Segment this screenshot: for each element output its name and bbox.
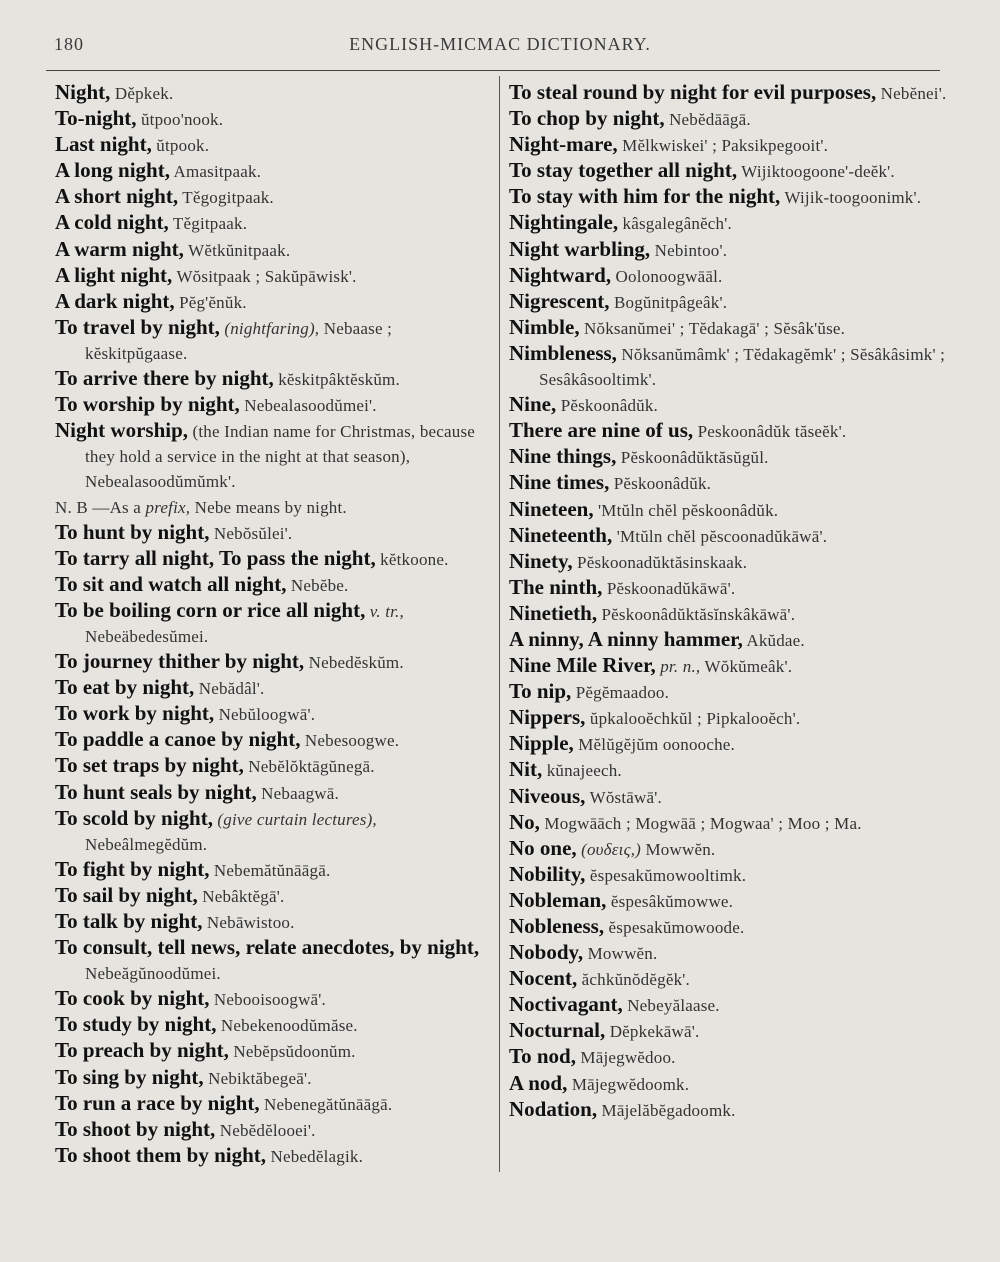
entry-definition: Nebĕdĕlooei'. — [215, 1120, 316, 1140]
dictionary-entry — [509, 679, 951, 705]
dictionary-entry — [55, 184, 493, 210]
dictionary-entry — [55, 806, 493, 857]
entry-definition: Akŭdae. — [742, 630, 805, 650]
entry-headword: A dark night, — [55, 288, 175, 313]
entry-definition: Nebâktĕgā'. — [197, 886, 285, 906]
entry-definition: Oolonoogwāāl. — [611, 266, 723, 286]
entry-headword: To nod, — [509, 1044, 576, 1069]
dictionary-entry — [509, 757, 951, 783]
dictionary-entry — [509, 263, 951, 289]
entry-definition: Nebĕpsŭdoonŭm. — [228, 1042, 356, 1062]
entry-definition: ĕspesâkŭmowwe. — [606, 891, 734, 911]
entry-definition: Bogŭnitpâgeâk'. — [609, 292, 728, 312]
entry-headword: A light night, — [55, 262, 173, 287]
entry-headword: A ninny, A ninny hammer, — [509, 626, 743, 651]
entry-headword: A long night, — [55, 158, 170, 183]
entry-definition: Pĕskoonâdŭk. — [609, 474, 712, 494]
entry-headword: Nippers, — [509, 705, 586, 730]
entry-headword: To scold by night, — [55, 805, 213, 830]
dictionary-entry — [509, 940, 951, 966]
dictionary-entry — [509, 575, 951, 601]
dictionary-entry — [55, 1091, 493, 1117]
entry-definition: Wijik-toogoonimk'. — [780, 188, 922, 208]
dictionary-entry — [55, 1012, 493, 1038]
entry-headword: To work by night, — [55, 701, 215, 726]
right-column — [509, 80, 951, 1123]
entry-definition: Mĕlkwiskei' ; Paksikpegooit'. — [617, 136, 829, 156]
entry-headword: Nine, — [509, 392, 557, 417]
entry-headword: Ninety, — [509, 548, 573, 573]
entry-headword: Night-mare, — [509, 132, 618, 157]
entry-headword: To sail by night, — [55, 882, 198, 907]
entry-definition: kŭnajeech. — [542, 761, 622, 781]
entry-headword: To stay together all night, — [509, 158, 738, 183]
entry-headword: Niveous, — [509, 783, 586, 808]
dictionary-entry — [55, 237, 493, 263]
entry-headword: No one, — [509, 835, 577, 860]
dictionary-entry — [509, 653, 951, 679]
entry-headword: To chop by night, — [509, 106, 665, 131]
dictionary-entry — [55, 366, 493, 392]
left-column — [55, 80, 493, 1169]
entry-headword: To sit and watch all night, — [55, 571, 287, 596]
entry-headword: Nineteen, — [509, 496, 594, 521]
dictionary-entry — [55, 935, 493, 986]
entry-headword: To study by night, — [55, 1012, 217, 1037]
entry-definition: Pĕskoonadŭkāwā'. — [602, 578, 736, 598]
entry-headword: To consult, tell news, relate anecdotes, by night, — [55, 935, 480, 960]
entry-headword: Nightward, — [509, 262, 612, 287]
entry-definition: Nebŏsŭlei'. — [209, 523, 293, 543]
dictionary-entry — [55, 1038, 493, 1064]
entry-definition: 'Mtŭln chĕl pĕscoonadŭkāwā'. — [612, 526, 828, 546]
entry-definition: Nebedĕskŭm. — [304, 653, 404, 673]
entry-definition: Nebāwistoo. — [202, 913, 295, 932]
entry-headword: To shoot by night, — [55, 1116, 216, 1141]
entry-definition: Wijiktoogoone'-deĕk'. — [737, 162, 895, 182]
dictionary-entry — [509, 992, 951, 1018]
entry-headword: Noctivagant, — [509, 992, 623, 1017]
dictionary-entry — [509, 810, 951, 836]
entry-definition: Nebădâl'. — [194, 679, 265, 699]
entry-definition: Wĕtkŭnitpaak. — [183, 240, 291, 260]
entry-definition: Wŏkŭmeâk'. — [700, 657, 793, 677]
entry-definition: Pĕskoonâdŭk. — [556, 396, 659, 416]
entry-definition: Těgogitpaak. — [178, 188, 274, 208]
entry-headword: The ninth, — [509, 574, 603, 599]
dictionary-entry — [509, 106, 951, 132]
entry-italic-note: (ουδεις,) — [576, 839, 642, 859]
entry-definition: (the Indian name for Christmas, because they hold a service in the night at that season), Nebealasoodŭmŭmk'. — [85, 422, 476, 492]
dictionary-entry — [509, 549, 951, 575]
dictionary-entry — [509, 341, 951, 392]
dictionary-entry — [509, 497, 951, 523]
dictionary-entry — [55, 857, 493, 883]
entry-headword: To cook by night, — [55, 986, 210, 1011]
dictionary-entry — [509, 1097, 951, 1123]
entry-definition: ăchkŭnŏdĕgĕk'. — [577, 970, 690, 990]
entry-definition: ŭtpoo'nook. — [136, 110, 224, 130]
dictionary-entry — [509, 914, 951, 940]
entry-headword: To-night, — [55, 106, 137, 131]
dictionary-entry — [509, 80, 951, 106]
dictionary-entry — [509, 1044, 951, 1070]
entry-definition: Amasitpaak. — [169, 162, 262, 182]
dictionary-entry — [55, 495, 493, 520]
dictionary-entry — [55, 753, 493, 779]
entry-headword: Nine things, — [509, 444, 617, 469]
dictionary-entry — [509, 836, 951, 862]
entry-headword: To talk by night, — [55, 909, 203, 933]
entry-definition: Nebeăgŭnoodŭmei. — [85, 964, 221, 984]
dictionary-entry — [55, 701, 493, 727]
entry-definition: ŭtpook. — [151, 136, 210, 156]
entry-definition: Dĕpkekāwā'. — [605, 1022, 700, 1042]
entry-headword: Night, — [55, 80, 111, 104]
entry-headword: Nine Mile River, — [509, 653, 656, 678]
entry-definition: Nebiktăbegeā'. — [203, 1068, 312, 1088]
entry-headword: Nit, — [509, 757, 543, 782]
entry-italic-note: v. tr., — [365, 601, 404, 621]
running-head: ENGLISH-MICMAC DICTIONARY. — [349, 34, 651, 54]
entry-headword: To eat by night, — [55, 675, 195, 700]
entry-headword: There are nine of us, — [509, 418, 694, 443]
dictionary-entry — [509, 705, 951, 731]
entry-headword: To journey thither by night, — [55, 649, 305, 674]
entry-definition: Peskoonâdŭk tăseĕk'. — [693, 422, 847, 442]
dictionary-entry — [55, 106, 493, 132]
entry-definition: Nŏksanŭmâmk' ; Tĕdakagĕmk' ; Sĕsâkâsimk' ; Sesâkâsooltimk'. — [539, 344, 946, 390]
entry-headword: Nobleman, — [509, 887, 607, 912]
dictionary-entry — [55, 132, 493, 158]
dictionary-entry — [55, 520, 493, 546]
entry-definition: Mogwāāch ; Mogwāā ; Mogwaa' ; Moo ; Ma. — [539, 813, 862, 833]
dictionary-entry — [509, 392, 951, 418]
entry-headword: To set traps by night, — [55, 753, 244, 778]
entry-definition: Nebĕbe. — [286, 575, 349, 595]
page-header — [40, 30, 960, 60]
dictionary-entry — [55, 1065, 493, 1091]
dictionary-entry — [55, 883, 493, 909]
entry-headword: A warm night, — [55, 236, 184, 261]
entry-definition: Wŏstāwā'. — [585, 787, 662, 807]
dictionary-entry — [55, 986, 493, 1012]
entry-headword: Nodation, — [509, 1096, 598, 1121]
entry-definition: Mājelăbĕgadoomk. — [597, 1100, 736, 1120]
entry-definition: Pĕg'ĕnŭk. — [174, 292, 247, 312]
entry-headword: Nocturnal, — [509, 1018, 606, 1043]
entry-headword: Ninetieth, — [509, 600, 598, 625]
entry-definition: Nebe means by night. — [190, 497, 347, 517]
entry-headword: To travel by night, — [55, 314, 220, 339]
dictionary-entry — [509, 132, 951, 158]
column-divider — [499, 76, 500, 1172]
entry-definition: Pĕgĕmaadoo. — [571, 683, 670, 703]
entry-headword: Nobody, — [509, 940, 584, 965]
entry-headword: To arrive there by night, — [55, 366, 274, 391]
entry-definition: Děpkek. — [110, 84, 174, 103]
entry-headword: Nipple, — [509, 731, 574, 756]
dictionary-entry — [509, 1071, 951, 1097]
entry-definition: Nebĕdāāgā. — [664, 110, 751, 130]
dictionary-entry — [55, 649, 493, 675]
entry-definition: Pĕskoonâdŭktăsŭgŭl. — [616, 448, 769, 468]
entry-definition: Nebaagwā. — [256, 783, 339, 803]
dictionary-entry — [509, 601, 951, 627]
entry-definition: ŭpkalooĕchkŭl ; Pipkalooĕch'. — [585, 709, 801, 729]
dictionary-entry — [509, 1018, 951, 1044]
dictionary-entry — [55, 675, 493, 701]
entry-definition: Pĕskoonâdŭktăsĭnskâkāwā'. — [597, 604, 796, 624]
entry-headword: Night worship, — [55, 418, 189, 443]
dictionary-entry — [509, 966, 951, 992]
entry-definition: ĕspesakŭmowoode. — [604, 918, 745, 937]
entry-definition: Nebekenoodŭmăse. — [216, 1016, 358, 1036]
entry-headword: To worship by night, — [55, 392, 240, 417]
entry-definition: Nebĕlŏktāgŭnegā. — [243, 757, 375, 777]
dictionary-entry — [509, 289, 951, 315]
entry-definition: Nebealasoodŭmei'. — [239, 396, 377, 416]
dictionary-entry — [55, 289, 493, 315]
dictionary-entry — [55, 598, 493, 649]
entry-headword: To shoot them by night, — [55, 1142, 267, 1167]
entry-definition: kĕskitpâktĕskŭm. — [273, 370, 400, 390]
entry-definition: Nebeâlmegĕdŭm. — [85, 834, 208, 854]
entry-definition: Mājegwĕdoomk. — [567, 1074, 690, 1094]
entry-headword: To stay with him for the night, — [509, 184, 781, 209]
entry-definition: Nebŭloogwā'. — [214, 705, 316, 725]
entry-headword: A short night, — [55, 184, 179, 209]
entry-headword: To hunt seals by night, — [55, 779, 257, 804]
entry-definition: Mowwĕn. — [641, 839, 716, 859]
dictionary-entry — [509, 862, 951, 888]
dictionary-entry — [509, 158, 951, 184]
entry-definition: kĕtkoone. — [375, 549, 449, 569]
dictionary-entry — [55, 263, 493, 289]
dictionary-entry — [55, 572, 493, 598]
dictionary-entry — [509, 731, 951, 757]
dictionary-entry — [55, 1117, 493, 1143]
entry-headword: Nineteenth, — [509, 522, 613, 547]
entry-headword: Nobility, — [509, 861, 586, 886]
entry-definition: Nebenegătŭnāāgā. — [259, 1094, 393, 1114]
dictionary-entry — [509, 210, 951, 236]
entry-definition: Nebeäbedesŭmei. — [85, 626, 209, 646]
entry-headword: A cold night, — [55, 210, 169, 235]
entry-definition: Nebooisoogwā'. — [209, 990, 326, 1010]
entry-definition: 'Mtŭln chĕl pĕskoonâdŭk. — [593, 500, 779, 520]
entry-definition: Wŏsitpaak ; Sakŭpāwisk'. — [172, 266, 357, 286]
dictionary-entry — [509, 418, 951, 444]
entry-headword: Nightingale, — [509, 210, 619, 235]
dictionary-entry — [509, 315, 951, 341]
entry-definition: Nebeyălaase. — [622, 996, 720, 1016]
entry-definition: Mowwĕn. — [583, 944, 658, 964]
entry-definition: N. B —As a — [55, 497, 142, 517]
entry-definition: kâsgalegânĕch'. — [618, 214, 732, 234]
entry-definition: Mĕlŭgĕjŭm oonooche. — [573, 735, 735, 755]
dictionary-entry — [55, 727, 493, 753]
entry-italic-note: pr. n., — [655, 657, 701, 677]
entry-definition: Těgitpaak. — [168, 214, 248, 234]
dictionary-entry — [55, 780, 493, 806]
entry-headword: To fight by night, — [55, 856, 210, 881]
entry-italic-note: (nightfaring), — [219, 318, 320, 338]
dictionary-entry — [509, 523, 951, 549]
entry-headword: To tarry all night, To pass the night, — [55, 545, 376, 570]
entry-italic-note: (give curtain lectures), — [212, 809, 377, 829]
entry-headword: Nigrescent, — [509, 288, 610, 313]
entry-headword: To preach by night, — [55, 1038, 229, 1063]
entry-definition: Nŏksanŭmei' ; Tĕdakagā' ; Sĕsâk'ŭse. — [579, 318, 846, 338]
entry-headword: To be boiling corn or rice all night, — [55, 597, 366, 622]
entry-headword: To nip, — [509, 679, 572, 704]
dictionary-entry — [509, 888, 951, 914]
dictionary-entry — [509, 627, 951, 653]
dictionary-entry — [509, 184, 951, 210]
dictionary-entry — [55, 315, 493, 366]
dictionary-entry — [55, 210, 493, 236]
entry-headword: Nobleness, — [509, 914, 605, 938]
entry-headword: Nocent, — [509, 966, 578, 991]
entry-definition: Pĕskoonadŭktăsinskaak. — [572, 552, 748, 572]
dictionary-entry — [509, 444, 951, 470]
entry-headword: To run a race by night, — [55, 1090, 260, 1115]
dictionary-entry — [55, 158, 493, 184]
entry-headword: Nimble, — [509, 314, 580, 339]
entry-definition: Nebedĕlagik. — [266, 1146, 364, 1166]
entry-definition: Mājegwĕdoo. — [575, 1048, 676, 1068]
dictionary-entry — [509, 470, 951, 496]
entry-headword: Nimbleness, — [509, 340, 617, 365]
entry-definition: Nebesoogwe. — [300, 731, 400, 751]
dictionary-entry — [55, 80, 493, 106]
dictionary-entry — [55, 392, 493, 418]
entry-definition: ĕspesakŭmowooltimk. — [585, 865, 747, 885]
entry-headword: Last night, — [55, 132, 152, 157]
entry-headword: A nod, — [509, 1070, 568, 1095]
entry-definition: Nebintoo'. — [650, 240, 728, 260]
entry-definition: Nebemătŭnāāgā. — [209, 860, 331, 880]
dictionary-entry — [55, 909, 493, 935]
dictionary-entry — [55, 418, 493, 494]
entry-definition: Nebaase ; kĕskitpŭgaase. — [85, 318, 393, 363]
entry-headword: Nine times, — [509, 470, 610, 495]
entry-italic-note: prefix, — [141, 497, 191, 517]
entry-headword: No, — [509, 809, 540, 834]
header-rule — [46, 70, 940, 71]
dictionary-entry — [509, 237, 951, 263]
dictionary-entry — [509, 784, 951, 810]
entry-definition: Nebĕnei'. — [876, 84, 947, 103]
page-number: 180 — [54, 34, 84, 54]
dictionary-entry — [55, 546, 493, 572]
entry-headword: To hunt by night, — [55, 519, 210, 544]
dictionary-entry — [55, 1143, 493, 1169]
entry-headword: To sing by night, — [55, 1064, 204, 1089]
entry-headword: Night warbling, — [509, 236, 651, 261]
entry-headword: To steal round by night for evil purposes, — [509, 80, 877, 104]
entry-headword: To paddle a canoe by night, — [55, 727, 301, 752]
